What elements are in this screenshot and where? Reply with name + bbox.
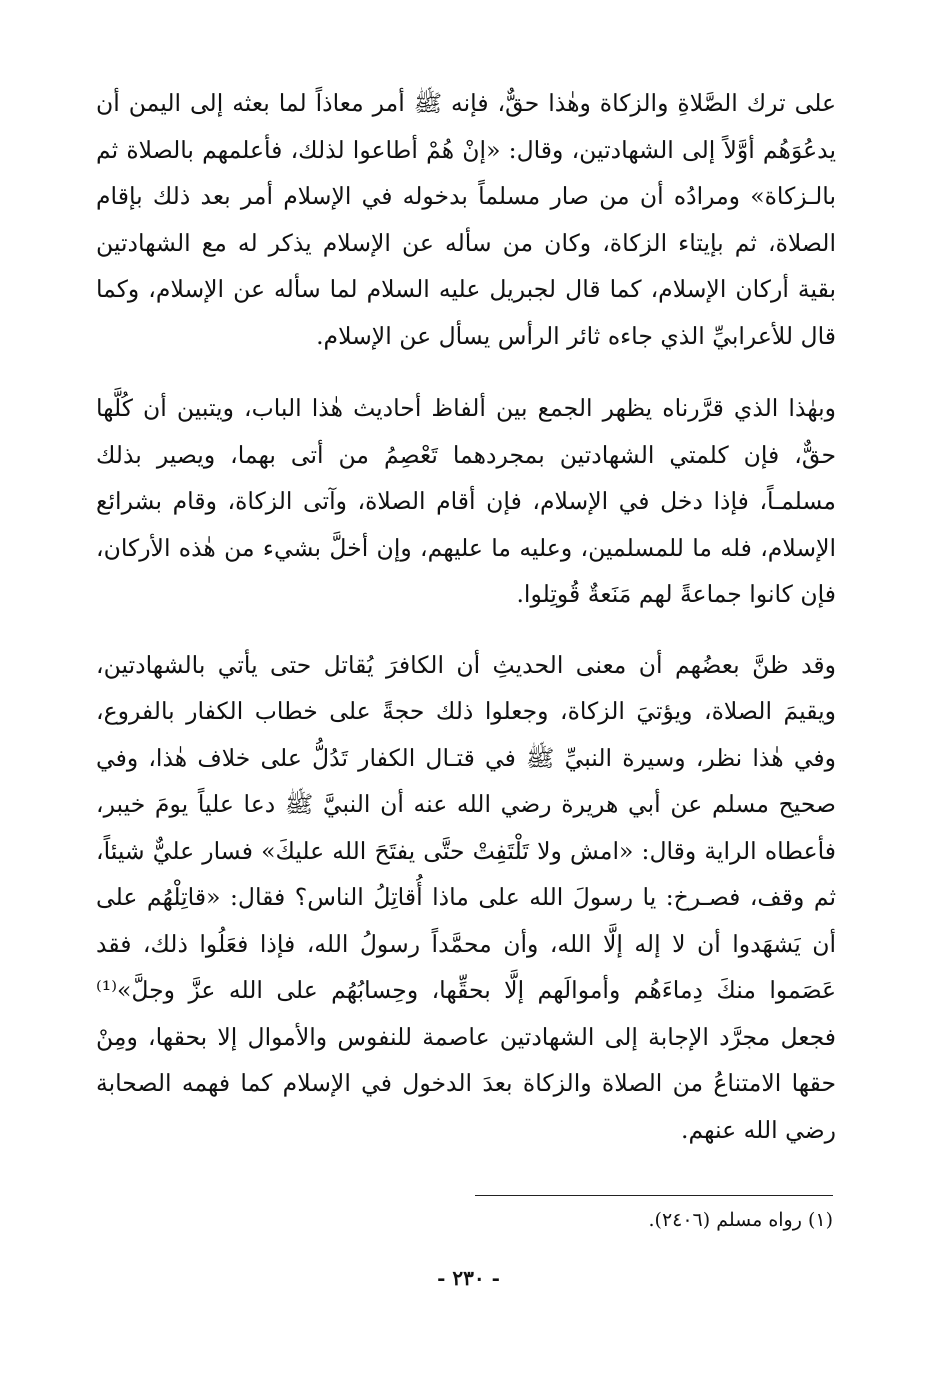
page-body xyxy=(96,80,836,1153)
footnote: (١) رواه مسلم (٢٤٠٦). xyxy=(648,1209,833,1231)
paragraph-3: وقد ظنَّ بعضُهم أن معنى الحديثِ أن الكافرَ يُقاتل حتى يأتي بالشهادتين، ويقيمَ الصلاة، ويؤتيَ الزكاة، وجعلوا ذلك حجةً على خطاب الكفار بالفروع، وفي هٰذا نظر، وسيرة النبيِّ ﷺ في قتـال الكفار تَدُلُّ على خلاف هٰذا، وفي صحيح مسلم عن أبي هريرة رضي الله عنه أن النبيَّ ﷺ دعا علياً يومَ خيبر، فأعطاه الراية وقال: «امش ولا تَلْتَفِتْ حتَّى يفتَحَ الله عليكَ» فسار عليٌّ شيئاً، ثم وقف، فصـرخ: يا رسولَ الله على ماذا أُقاتِلُ الناس؟ فقال: «قاتِلْهُم على أن يَشهَدوا أن لا إله إلَّا الله، وأن محمَّداً رسولُ الله، فإذا فعَلُوا ذلك، فقد عَصَموا منكَ دِماءَهُم وأموالَهم إلَّا بحقِّها، وحِسابُهُم على الله عزَّ وجلَّ»⁽¹⁾ فجعل مجرَّد الإجابة إلى الشهادتين عاصمة للنفوس والأموال إلا بحقها، ومِنْ حقها الامتناعُ من الصلاة والزكاة بعدَ الدخول في الإسلام كما فهمه الصحابة رضي الله عنهم. xyxy=(96,650,836,1144)
page-number: - ٢٣٠ - xyxy=(437,1266,500,1290)
paragraph-1: على ترك الصَّلاةِ والزكاة وهٰذا حقٌّ، فإنه ﷺ أمر معاذاً لما بعثه إلى اليمن أن يدعُوَهُم أوَّلاً إلى الشهادتين، وقال: «إنْ هُمْ أطاعوا لذلك، فأعلمهم بالصلاة ثم بالـزكاة» ومرادُه أن من صار مسلماً بدخوله في الإسلام أمر بعد ذلك بإقام الصلاة، ثم بإيتاء الزكاة، وكان من سأله عن الإسلام يذكر له مع الشهادتين بقية أركان الإسلام، كما قال لجبريل عليه السلام لما سأله عن الإسلام، وكما قال للأعرابيِّ الذي جاءه ثائر الرأس يسأل عن الإسلام. xyxy=(96,89,836,350)
paragraph-2: وبهٰذا الذي قرَّرناه يظهر الجمع بين ألفاظ أحاديث هٰذا الباب، ويتبين أن كُلَّها حقٌّ، فإن كلمتي الشهادتين بمجردهما تَعْصِمُ من أتى بهما، ويصير بذلك مسلمـاً، فإذا دخل في الإسلام، فإن أقام الصلاة، وآتى الزكاة، وقام بشرائع الإسلام، فله ما للمسلمين، وعليه ما عليهم، وإن أخلَّ بشيء من هٰذه الأركان، فإن كانوا جماعةً لهم مَنَعةٌ قُوتِلوا. xyxy=(96,394,836,608)
footnote-divider xyxy=(475,1195,833,1196)
